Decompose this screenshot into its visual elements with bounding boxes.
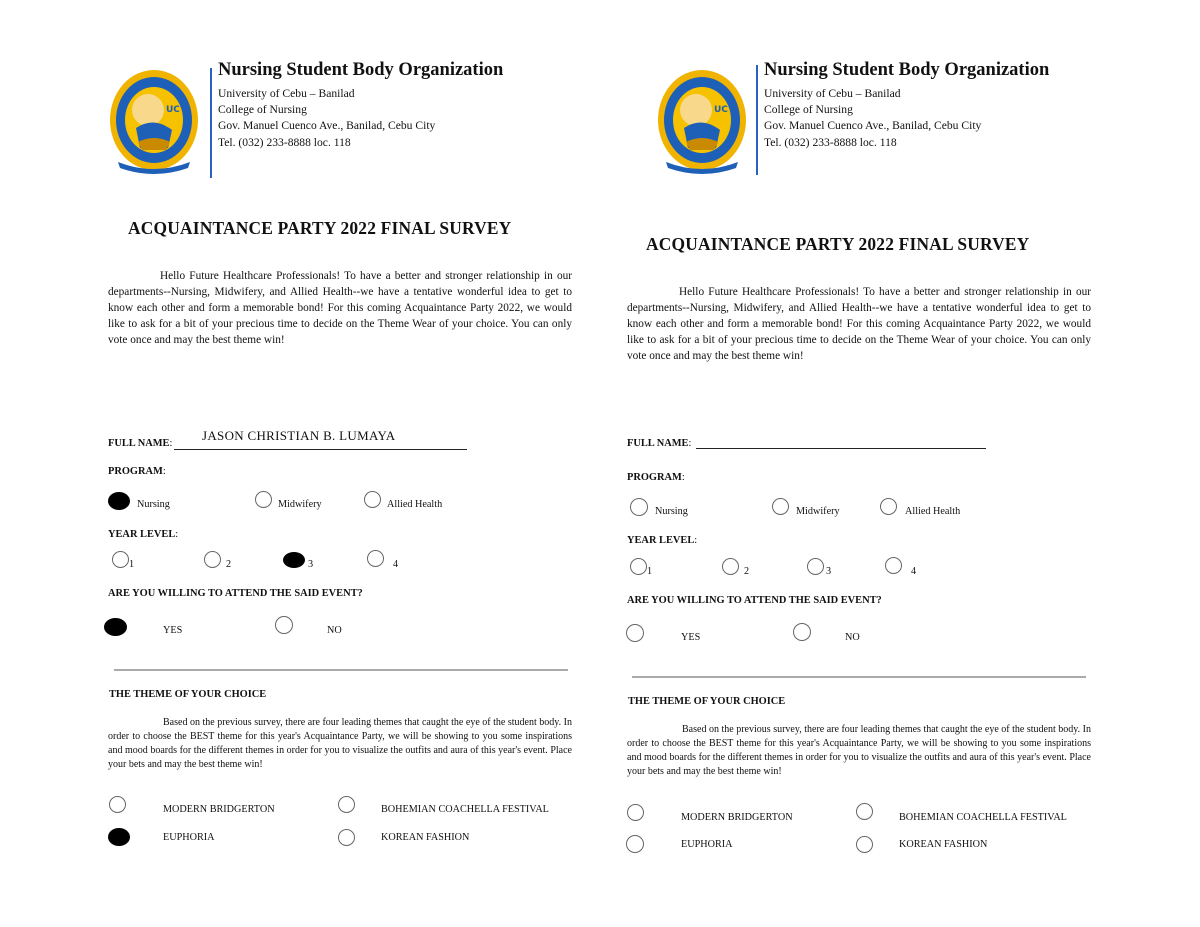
svg-text:UC: UC	[166, 105, 180, 115]
address-line: College of Nursing	[764, 103, 853, 117]
radio-attend-no[interactable]	[275, 616, 293, 634]
option-label: 1	[647, 566, 653, 577]
section-divider	[632, 676, 1086, 678]
radio-year-1[interactable]	[630, 558, 647, 575]
survey-form-filled	[108, 0, 588, 927]
address-line: Gov. Manuel Cuenco Ave., Banilad, Cebu City	[218, 119, 436, 133]
radio-year-2[interactable]	[722, 558, 739, 575]
option-label: NO	[327, 625, 342, 636]
radio-attend-yes[interactable]	[626, 624, 644, 642]
radio-theme-korean-fashion[interactable]	[856, 836, 873, 853]
org-address	[764, 86, 981, 151]
option-label: Nursing	[655, 506, 688, 517]
option-label: YES	[163, 625, 183, 636]
option-label: Nursing	[137, 499, 170, 510]
full-name-label: FULL NAME:	[627, 438, 692, 449]
option-label: KOREAN FASHION	[381, 832, 470, 843]
option-label: 3	[826, 566, 832, 577]
radio-year-3[interactable]	[807, 558, 824, 575]
full-name-field[interactable]: JASON CHRISTIAN B. LUMAYA	[202, 428, 396, 443]
radio-theme-korean-fashion[interactable]	[338, 829, 355, 846]
org-name: Nursing Student Body Organization	[218, 60, 504, 80]
option-label: 2	[226, 559, 232, 570]
survey-intro: Hello Future Healthcare Professionals! To have a better and stronger relationship in our departments--Nursing, Midwifery, and Allied Health--we have a tentative wonderful idea to get to know each other and form a memorable bond! For this coming Acquaintance Party 2022, we would like to ask for a bit of your precious time to decide on the Theme Wear of your choice. You can only vote once and may the best theme win!	[627, 286, 1091, 362]
year-level-label: YEAR LEVEL:	[627, 535, 698, 546]
option-label: 1	[129, 559, 135, 570]
org-address	[218, 86, 435, 151]
option-label: KOREAN FASHION	[899, 839, 988, 850]
header-accent-bar	[756, 65, 758, 175]
header-accent-bar	[210, 68, 212, 178]
radio-theme-bohemian-coachella[interactable]	[338, 796, 355, 813]
radio-attend-no[interactable]	[793, 623, 811, 641]
survey-title: ACQUAINTANCE PARTY 2022 FINAL SURVEY	[128, 218, 512, 238]
address-line: College of Nursing	[218, 103, 307, 117]
option-label: 3	[308, 559, 314, 570]
radio-program-nursing[interactable]	[108, 492, 130, 510]
address-line: Gov. Manuel Cuenco Ave., Banilad, Cebu City	[764, 119, 982, 133]
option-label: Midwifery	[278, 499, 322, 510]
radio-attend-yes[interactable]	[104, 618, 127, 636]
attend-label: ARE YOU WILLING TO ATTEND THE SAID EVENT?	[627, 595, 882, 606]
attend-label: ARE YOU WILLING TO ATTEND THE SAID EVENT?	[108, 588, 363, 599]
year-level-label: YEAR LEVEL:	[108, 529, 179, 540]
program-label: PROGRAM:	[627, 472, 685, 483]
radio-year-3[interactable]	[283, 552, 305, 568]
radio-program-nursing[interactable]	[630, 498, 648, 516]
survey-form-blank	[626, 0, 1106, 927]
option-label: Allied Health	[387, 499, 443, 510]
radio-theme-modern-bridgerton[interactable]	[627, 804, 644, 821]
full-name-underline	[696, 448, 986, 449]
radio-program-allied-health[interactable]	[364, 491, 381, 508]
option-label: MODERN BRIDGERTON	[681, 812, 793, 823]
address-line: Tel. (032) 233-8888 loc. 118	[764, 135, 897, 149]
nsbo-seal-logo-icon	[656, 68, 748, 176]
address-line: Tel. (032) 233-8888 loc. 118	[218, 135, 351, 149]
option-label: 4	[911, 566, 917, 577]
radio-program-midwifery[interactable]	[772, 498, 789, 515]
option-label: BOHEMIAN COACHELLA FESTIVAL	[899, 812, 1067, 823]
survey-title: ACQUAINTANCE PARTY 2022 FINAL SURVEY	[646, 234, 1030, 254]
option-label: 4	[393, 559, 399, 570]
program-label: PROGRAM:	[108, 466, 166, 477]
option-label: EUPHORIA	[163, 832, 215, 843]
option-label: Allied Health	[905, 506, 961, 517]
address-line: University of Cebu – Banilad	[764, 87, 901, 100]
option-label: Midwifery	[796, 506, 840, 517]
radio-year-4[interactable]	[367, 550, 384, 567]
option-label: 2	[744, 566, 750, 577]
theme-intro: Based on the previous survey, there are four leading themes that caught the eye of the student body. In order to choose the BEST theme for this year's Acquaintance Party, we will be showing to you some inspirations and mood boards for the different themes in order for you to visualize the outfits and aura of this year's event. Place your bets and may the best theme win!	[627, 724, 1091, 777]
svg-text:UC: UC	[714, 105, 728, 115]
radio-year-4[interactable]	[885, 557, 902, 574]
option-label: NO	[845, 632, 860, 643]
theme-label: THE THEME OF YOUR CHOICE	[628, 696, 786, 707]
option-label: EUPHORIA	[681, 839, 733, 850]
org-name: Nursing Student Body Organization	[764, 60, 1050, 80]
full-name-underline	[174, 449, 467, 450]
radio-year-1[interactable]	[112, 551, 129, 568]
survey-intro: Hello Future Healthcare Professionals! To have a better and stronger relationship in our departments--Nursing, Midwifery, and Allied Health--we have a tentative wonderful idea to get to know each other and form a memorable bond! For this coming Acquaintance Party 2022, we would like to ask for a bit of your precious time to decide on the Theme Wear of your choice. You can only vote once and may the best theme win!	[108, 270, 572, 346]
radio-theme-modern-bridgerton[interactable]	[109, 796, 126, 813]
theme-intro: Based on the previous survey, there are four leading themes that caught the eye of the student body. In order to choose the BEST theme for this year's Acquaintance Party, we will be showing to you some inspirations and mood boards for the different themes in order for you to visualize the outfits and aura of this year's event. Place your bets and may the best theme win!	[108, 717, 572, 770]
radio-program-midwifery[interactable]	[255, 491, 272, 508]
theme-label: THE THEME OF YOUR CHOICE	[109, 689, 267, 700]
option-label: MODERN BRIDGERTON	[163, 804, 275, 815]
radio-year-2[interactable]	[204, 551, 221, 568]
radio-theme-euphoria[interactable]	[626, 835, 644, 853]
address-line: University of Cebu – Banilad	[218, 87, 355, 100]
full-name-label: FULL NAME:	[108, 438, 173, 449]
radio-theme-euphoria[interactable]	[108, 828, 130, 846]
radio-theme-bohemian-coachella[interactable]	[856, 803, 873, 820]
option-label: BOHEMIAN COACHELLA FESTIVAL	[381, 804, 549, 815]
nsbo-seal-logo-icon	[108, 68, 200, 176]
radio-program-allied-health[interactable]	[880, 498, 897, 515]
section-divider	[114, 669, 568, 671]
option-label: YES	[681, 632, 701, 643]
